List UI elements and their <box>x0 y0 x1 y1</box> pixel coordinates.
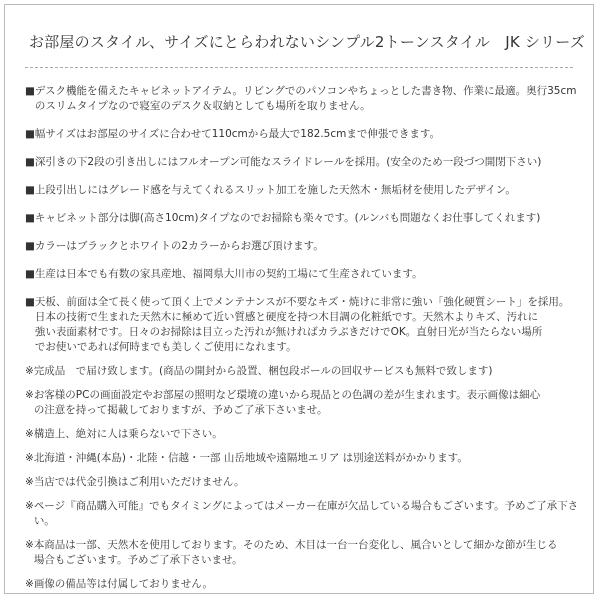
note-text: 当店では代金引換はご利用いただけません。 <box>33 476 245 488</box>
note-mark-icon: ※ <box>25 365 34 377</box>
note-text: お客様のPCの画面設定やお部屋の照明など環境の違いから現品との色調の差が生まれます。表示画像は細心 の注意を持って掲載しておりますが、予めご了承下さいませ。 <box>33 389 541 416</box>
bullet-square-icon: ■ <box>25 85 35 97</box>
note-item <box>25 538 585 568</box>
page-frame <box>4 4 594 594</box>
feature-text: デスク機能を備えたキャビネットアイテム。リビングでのパソコンやちょっとした書き物、作業に最適。奥行35cm のスリムタイプなので寝室のデスク＆収納としても場所を取りません。 <box>34 85 577 112</box>
feature-item <box>25 155 585 170</box>
feature-item <box>25 183 585 198</box>
bullet-square-icon: ■ <box>25 184 35 196</box>
note-mark-icon: ※ <box>25 428 34 440</box>
note-item <box>25 499 585 529</box>
feature-text: 生産は日本でも有数の家具産地、福岡県大川市の契約工場にて生産されています。 <box>34 268 423 280</box>
bullet-square-icon: ■ <box>25 268 35 280</box>
feature-item <box>25 267 585 282</box>
note-mark-icon: ※ <box>25 476 34 488</box>
note-mark-icon: ※ <box>25 500 34 512</box>
note-item <box>25 577 585 592</box>
note-mark-icon: ※ <box>25 578 34 590</box>
note-text: ページ『商品購入可能』でもタイミングによってはメーカー在庫が欠品している場合もございます。予めご了承下さい。 <box>33 500 579 527</box>
note-item <box>25 475 585 490</box>
note-item <box>25 388 585 418</box>
note-text: 構造上、絶対に人は乗らないで下さい。 <box>33 428 223 440</box>
note-text: 北海道・沖縄(本島)・北陸・信越・一部 山岳地域や遠隔地エリア は別途送料がかかります。 <box>33 452 468 464</box>
page-title: お部屋のスタイル、サイズにとらわれないシンプル2トーンスタイル JK シリーズ <box>29 33 585 51</box>
feature-item <box>25 211 585 226</box>
note-item <box>25 451 585 466</box>
feature-text: 天板、前面は全て長く使って頂く上でメンテナンスが不要なキズ・焼けに非常に強い「強化硬質シート」を採用。 日本の技術で生まれた天然木に極めて近い質感と硬度を持つ木目調の化粧紙です。天然木よりキズ、汚れに 強い表面素材です。日々のお掃除は目立った汚れが無ければカラぶきだけでOK。直射日光が当たらない場所 でお使いであれば何時までも美しくご使用になれます。 <box>34 296 570 353</box>
spec-list <box>25 84 585 592</box>
note-mark-icon: ※ <box>25 389 34 401</box>
note-item <box>25 427 585 442</box>
feature-item <box>25 84 585 114</box>
bullet-square-icon: ■ <box>25 156 35 168</box>
feature-item <box>25 295 585 355</box>
bullet-square-icon: ■ <box>25 296 35 308</box>
bullet-square-icon: ■ <box>25 240 35 252</box>
note-text: 画像の備品等は付属しておりません。 <box>33 578 213 590</box>
feature-text: 深引きの下2段の引き出しにはフルオープン可能なスライドレールを採用。(安全のため一段づつ開閉下さい) <box>34 156 542 168</box>
feature-item <box>25 239 585 254</box>
note-mark-icon: ※ <box>25 539 34 551</box>
dashed-divider <box>25 67 573 68</box>
feature-text: 上段引出しにはグレード感を与えてくれるスリット加工を施した天然木・無垢材を使用したデザイン。 <box>34 184 516 196</box>
note-text: 完成品 で届け致します。(商品の開封から設置、梱包段ボールの回収サービスも無料で致します) <box>33 365 493 377</box>
feature-text: キャビネット部分は脚(高さ10cm)タイプなのでお掃除も楽々です。(ルンバも問題なくお仕事してくれます) <box>34 212 541 224</box>
bullet-square-icon: ■ <box>25 212 35 224</box>
feature-item <box>25 127 585 142</box>
feature-text: カラーはブラックとホワイトの2カラーからお選び頂けます。 <box>34 240 324 252</box>
bullet-square-icon: ■ <box>25 128 35 140</box>
note-item <box>25 364 585 379</box>
feature-text: 幅サイズはお部屋のサイズに合わせて110cmから最大で182.5cmまで伸張できます。 <box>34 128 441 140</box>
note-text: 本商品は一部、天然木を使用しております。そのため、木目は一台一台変化し、風合いとして細かな節が生じる 場合もございます。予めご了承下さいませ。 <box>33 539 558 566</box>
note-mark-icon: ※ <box>25 452 34 464</box>
